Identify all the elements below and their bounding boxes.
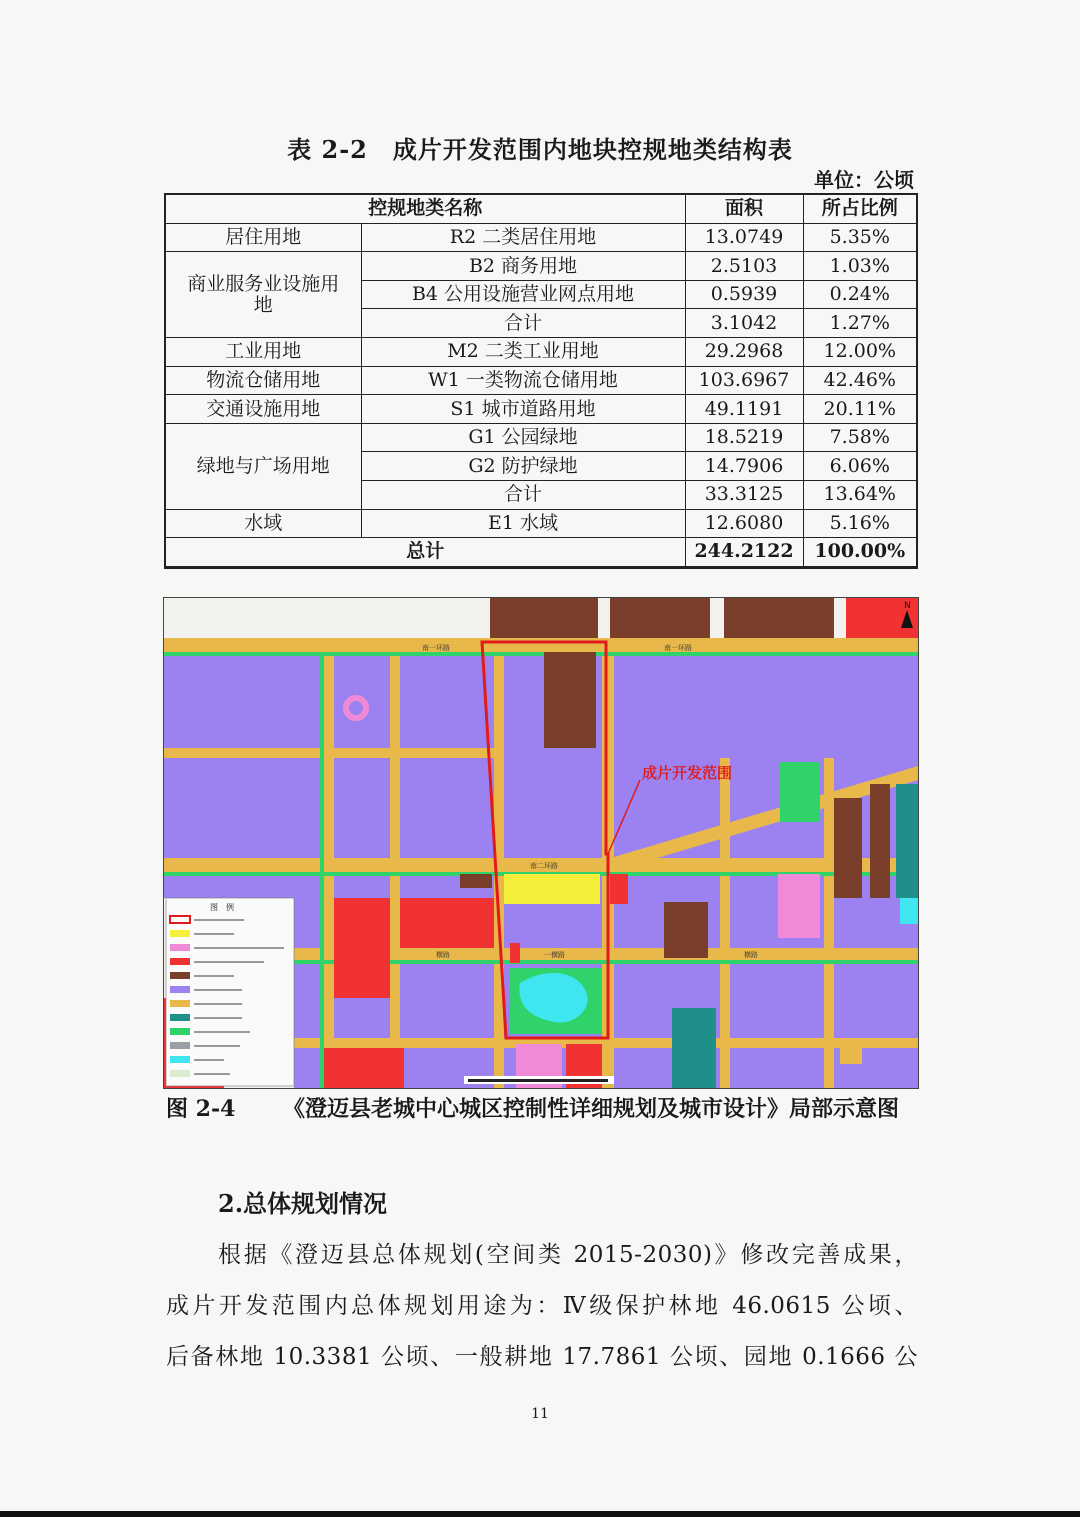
green-strip: [320, 656, 324, 1088]
utility-block: [896, 784, 918, 898]
road-label: 横路: [436, 951, 450, 959]
logistics-block: [164, 656, 320, 748]
row-area: 18.5219: [685, 423, 803, 452]
legend-swatch: [170, 1056, 190, 1063]
road: [390, 638, 400, 1088]
row-subcategory: R2 二类居住用地: [361, 223, 685, 252]
legend-swatch: [170, 930, 190, 937]
section-heading: 2.总体规划情况: [218, 1189, 388, 1218]
table-row: [165, 423, 917, 452]
road-label: 南二环路: [530, 862, 558, 870]
legend-swatch: [170, 986, 190, 993]
body-paragraph: [166, 1230, 918, 1383]
scale-bar: [468, 1079, 608, 1082]
road-label: 一横路: [544, 951, 565, 959]
commercial-block: [324, 1048, 404, 1088]
road-south-ring-1: [164, 638, 918, 652]
row-subcategory: B2 商务用地: [361, 252, 685, 281]
legend-swatch: [170, 958, 190, 965]
utility-block: [672, 1008, 716, 1088]
row-ratio: 20.11%: [803, 395, 917, 424]
row-area: 49.1191: [685, 395, 803, 424]
industrial-block: [724, 598, 834, 638]
row-category: 物流仓储用地: [165, 366, 361, 395]
row-category: 商业服务业设施用地: [165, 252, 361, 338]
paragraph-line: 后备林地 10.3381 公顷、一般耕地 17.7861 公顷、园地 0.1666 公: [166, 1344, 918, 1370]
figure-title: 《澄迈县老城中心城区控制性详细规划及城市设计》局部示意图: [282, 1096, 899, 1122]
table-row: [165, 252, 917, 281]
table-row: [165, 337, 917, 366]
row-category: 绿地与广场用地: [165, 423, 361, 509]
commercial-block: [510, 943, 520, 963]
table-row: [165, 509, 917, 538]
row-ratio: 13.64%: [803, 480, 917, 509]
row-ratio: 5.16%: [803, 509, 917, 538]
road: [324, 638, 334, 1088]
road: [720, 758, 730, 1088]
road-facility: [840, 1046, 862, 1064]
total-area: 244.2122: [685, 538, 803, 568]
row-area: 13.0749: [685, 223, 803, 252]
row-ratio: 0.24%: [803, 280, 917, 309]
row-ratio: 42.46%: [803, 366, 917, 395]
legend-swatch: [170, 1028, 190, 1035]
row-area: 33.3125: [685, 480, 803, 509]
table-header-row: [165, 194, 917, 223]
row-ratio: 5.35%: [803, 223, 917, 252]
table-row: [165, 366, 917, 395]
land-use-table: [164, 193, 918, 569]
figure-number: 图 2-4: [166, 1096, 236, 1122]
row-category: 工业用地: [165, 337, 361, 366]
industrial-block: [610, 598, 710, 638]
industrial-block: [490, 598, 598, 638]
commercial-block: [610, 874, 628, 904]
legend-swatch: [170, 1000, 190, 1007]
industrial-block: [834, 798, 862, 898]
page-number: 11: [531, 1406, 549, 1422]
row-ratio: 7.58%: [803, 423, 917, 452]
total-label: 总计: [165, 538, 685, 568]
row-area: 29.2968: [685, 337, 803, 366]
table-total-row: [165, 538, 917, 568]
industrial-block: [664, 902, 708, 958]
industrial-block: [870, 784, 890, 898]
row-area: 12.6080: [685, 509, 803, 538]
figure-caption: [166, 1092, 916, 1126]
industrial-block: [460, 874, 492, 888]
planning-map: [163, 597, 919, 1089]
row-subcategory: M2 二类工业用地: [361, 337, 685, 366]
row-area: 2.5103: [685, 252, 803, 281]
row-ratio: 12.00%: [803, 337, 917, 366]
water-block: [900, 898, 918, 924]
row-subcategory: 合计: [361, 480, 685, 509]
row-area: 0.5939: [685, 280, 803, 309]
road-label: 南一环路: [664, 644, 692, 652]
row-area: 103.6967: [685, 366, 803, 395]
planning-map-svg: [164, 598, 918, 1088]
row-subcategory: E1 水域: [361, 509, 685, 538]
legend-swatch: [170, 972, 190, 979]
row-subcategory: W1 一类物流仓储用地: [361, 366, 685, 395]
legend-swatch: [170, 1070, 190, 1077]
row-category: 居住用地: [165, 223, 361, 252]
row-category: 交通设施用地: [165, 395, 361, 424]
row-ratio: 1.03%: [803, 252, 917, 281]
paragraph-line: 根据《澄迈县总体规划(空间类 2015-2030)》修改完善成果，: [218, 1242, 918, 1268]
row-ratio: 6.06%: [803, 452, 917, 481]
commercial-block: [354, 968, 374, 988]
residential-block: [504, 874, 600, 904]
row-subcategory: S1 城市道路用地: [361, 395, 685, 424]
row-area: 3.1042: [685, 309, 803, 338]
row-subcategory: G2 防护绿地: [361, 452, 685, 481]
table-title: 表 2-2 成片开发范围内地块控规地类结构表: [287, 135, 793, 164]
green-strip: [164, 652, 918, 656]
row-area: 14.7906: [685, 452, 803, 481]
boundary-label: 成片开发范围: [642, 764, 733, 782]
row-category: 水域: [165, 509, 361, 538]
table-row: [165, 395, 917, 424]
green-block: [780, 762, 820, 822]
header-name: 控规地类名称: [165, 194, 685, 223]
header-area: 面积: [685, 194, 803, 223]
row-subcategory: B4 公用设施营业网点用地: [361, 280, 685, 309]
row-subcategory: 合计: [361, 309, 685, 338]
legend-swatch: [170, 1014, 190, 1021]
header-ratio: 所占比例: [803, 194, 917, 223]
legend-title: 图 例: [210, 903, 234, 912]
road-label: 横路: [744, 951, 758, 959]
public-block: [778, 874, 820, 938]
north-label: N: [904, 601, 911, 611]
page-bottom-edge: [0, 1511, 1080, 1517]
legend-swatch: [170, 1042, 190, 1049]
paragraph-line: 成片开发范围内总体规划用途为：Ⅳ级保护林地 46.0615 公顷、: [166, 1293, 918, 1319]
row-ratio: 1.27%: [803, 309, 917, 338]
logistics-block: [400, 964, 490, 1038]
commercial-block: [400, 898, 494, 948]
table-unit: 单位：公顷: [814, 168, 914, 192]
road-label: 南一环路: [422, 644, 450, 652]
row-subcategory: G1 公园绿地: [361, 423, 685, 452]
industrial-block: [544, 652, 596, 748]
legend-swatch: [170, 944, 190, 951]
total-ratio: 100.00%: [803, 538, 917, 568]
table-row: [165, 223, 917, 252]
